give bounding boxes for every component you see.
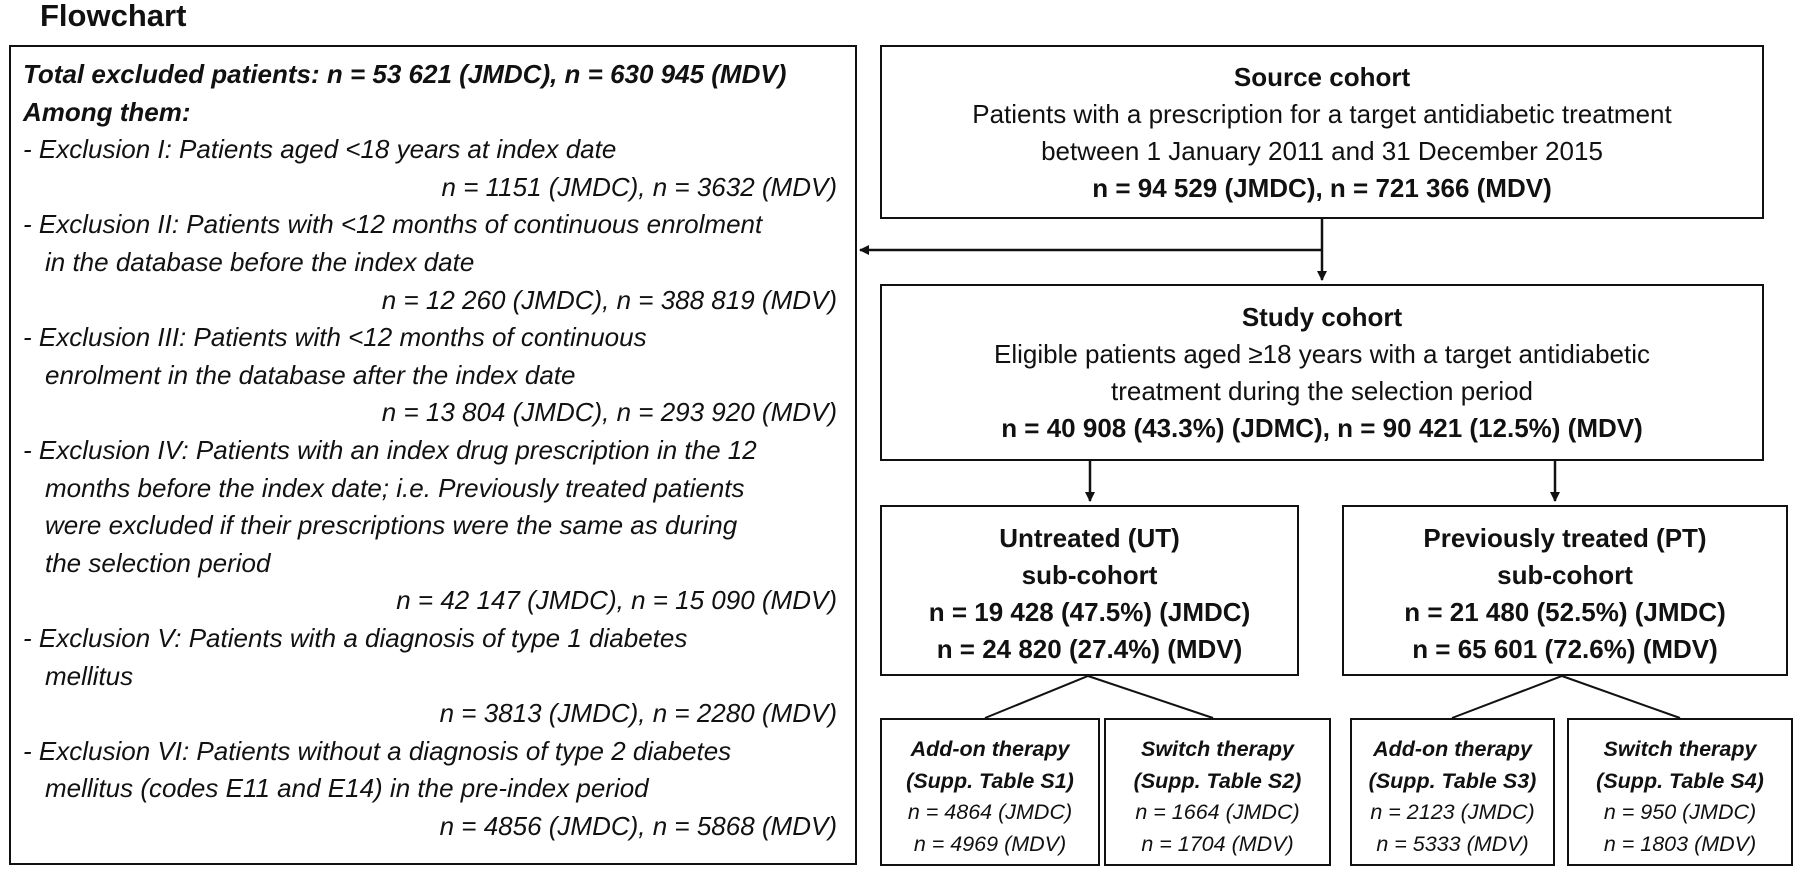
exclusion-2-text: - Exclusion II: Patients with <12 months of continuous enrolment bbox=[23, 209, 763, 240]
exclusion-3-text-cont: enrolment in the database after the index date bbox=[45, 359, 576, 390]
untreated-count-jmdc: n = 19 428 (47.5%) (JMDC) bbox=[928, 597, 1251, 627]
exclusion-4-count: n = 42 147 (JMDC), n = 15 090 (MDV) bbox=[396, 585, 837, 616]
exclusions-box bbox=[9, 45, 857, 865]
untreated-count-mdv: n = 24 820 (27.4%) (MDV) bbox=[936, 634, 1243, 664]
leaf-count-mdv: n = 4969 (MDV) bbox=[913, 831, 1067, 856]
leaf-table-ref: (Supp. Table S1) bbox=[906, 768, 1074, 793]
source-cohort-description-cont: between 1 January 2011 and 31 December 2015 bbox=[1041, 136, 1603, 166]
exclusion-6-text-cont: mellitus (codes E11 and E14) in the pre-index period bbox=[45, 773, 649, 804]
exclusion-4 bbox=[23, 432, 839, 620]
study-cohort-description: Eligible patients aged ≥18 years with a target antidiabetic bbox=[993, 339, 1650, 369]
exclusion-2-text-cont: in the database before the index date bbox=[45, 246, 475, 277]
leaf-count-jmdc: n = 2123 (JMDC) bbox=[1370, 800, 1535, 824]
pt-add-on-therapy-box bbox=[1350, 718, 1555, 866]
ut-add-on-therapy-box bbox=[880, 718, 1100, 866]
total-excluded: Total excluded patients: n = 53 621 (JMDC), n = 630 945 (MDV) bbox=[23, 59, 787, 89]
leaf-heading: Add-on therapy bbox=[910, 737, 1070, 761]
leaf-count-mdv: n = 5333 (MDV) bbox=[1376, 831, 1529, 856]
leaf-count-mdv: n = 1803 (MDV) bbox=[1603, 831, 1757, 856]
leaf-count-jmdc: n = 950 (JMDC) bbox=[1603, 800, 1757, 824]
exclusion-4-text-cont: were excluded if their prescriptions were the same as during bbox=[45, 510, 738, 541]
study-cohort-count: n = 40 908 (43.3%) (JDMC), n = 90 421 (12.5%) (MDV) bbox=[1001, 413, 1643, 443]
previously-treated-count-mdv: n = 65 601 (72.6%) (MDV) bbox=[1412, 634, 1718, 664]
page-title: Flowchart bbox=[40, 0, 187, 33]
exclusion-3 bbox=[23, 319, 839, 432]
exclusion-6-text: - Exclusion VI: Patients without a diagnosis of type 2 diabetes bbox=[23, 735, 732, 766]
study-cohort-box bbox=[880, 284, 1764, 461]
exclusion-1-text: - Exclusion I: Patients aged <18 years at index date bbox=[23, 134, 617, 165]
untreated-heading: Untreated (UT) bbox=[999, 523, 1180, 553]
exclusion-3-count: n = 13 804 (JMDC), n = 293 920 (MDV) bbox=[381, 397, 837, 428]
study-cohort-heading: Study cohort bbox=[1241, 302, 1403, 332]
exclusion-1 bbox=[23, 131, 839, 206]
exclusion-5-count: n = 3813 (JMDC), n = 2280 (MDV) bbox=[439, 698, 837, 729]
exclusion-1-count: n = 1151 (JMDC), n = 3632 (MDV) bbox=[441, 171, 837, 202]
leaf-count-mdv: n = 1704 (MDV) bbox=[1141, 831, 1294, 856]
previously-treated-heading: Previously treated (PT) bbox=[1423, 523, 1707, 553]
source-cohort-description: Patients with a prescription for a target antidiabetic treatment bbox=[972, 99, 1672, 129]
previously-treated-subheading: sub-cohort bbox=[1497, 560, 1633, 590]
leaf-heading: Add-on therapy bbox=[1373, 737, 1532, 761]
untreated-subheading: sub-cohort bbox=[1021, 560, 1158, 590]
pt-switch-therapy-box bbox=[1567, 718, 1793, 866]
ut-switch-therapy-box bbox=[1104, 718, 1331, 866]
ut-branch-lines bbox=[985, 676, 1213, 718]
leaf-heading: Switch therapy bbox=[1141, 737, 1294, 761]
leaf-heading: Switch therapy bbox=[1603, 737, 1757, 761]
exclusion-4-text-cont: months before the index date; i.e. Previously treated patients bbox=[45, 472, 745, 503]
leaf-count-jmdc: n = 1664 (JMDC) bbox=[1135, 800, 1300, 824]
exclusion-4-text: - Exclusion IV: Patients with an index drug prescription in the 12 bbox=[23, 434, 757, 465]
exclusion-2-count: n = 12 260 (JMDC), n = 388 819 (MDV) bbox=[381, 284, 837, 315]
exclusion-6-count: n = 4856 (JMDC), n = 5868 (MDV) bbox=[439, 810, 837, 841]
source-cohort-count: n = 94 529 (JMDC), n = 721 366 (MDV) bbox=[1092, 173, 1552, 203]
source-cohort-box bbox=[880, 45, 1764, 219]
pt-branch-lines bbox=[1452, 676, 1680, 718]
previously-treated-count-jmdc: n = 21 480 (52.5%) (JMDC) bbox=[1404, 597, 1726, 627]
source-cohort-heading: Source cohort bbox=[1233, 62, 1411, 92]
among-them-label: Among them: bbox=[23, 96, 191, 127]
previously-treated-subcohort-box bbox=[1342, 505, 1788, 676]
exclusion-5-text: - Exclusion V: Patients with a diagnosis of type 1 diabetes bbox=[23, 622, 688, 653]
exclusion-5 bbox=[23, 620, 839, 733]
leaf-table-ref: (Supp. Table S4) bbox=[1596, 768, 1764, 793]
untreated-subcohort-box bbox=[880, 505, 1299, 676]
exclusion-3-text: - Exclusion III: Patients with <12 months of continuous bbox=[23, 322, 647, 353]
study-cohort-description-cont: treatment during the selection period bbox=[1110, 376, 1534, 406]
exclusion-6 bbox=[23, 733, 839, 846]
leaf-table-ref: (Supp. Table S2) bbox=[1133, 768, 1302, 793]
leaf-count-jmdc: n = 4864 (JMDC) bbox=[907, 800, 1073, 824]
exclusion-4-text-cont: the selection period bbox=[45, 547, 271, 578]
exclusion-5-text-cont: mellitus bbox=[45, 660, 134, 691]
leaf-table-ref: (Supp. Table S3) bbox=[1368, 768, 1537, 793]
exclusion-2 bbox=[23, 206, 839, 319]
